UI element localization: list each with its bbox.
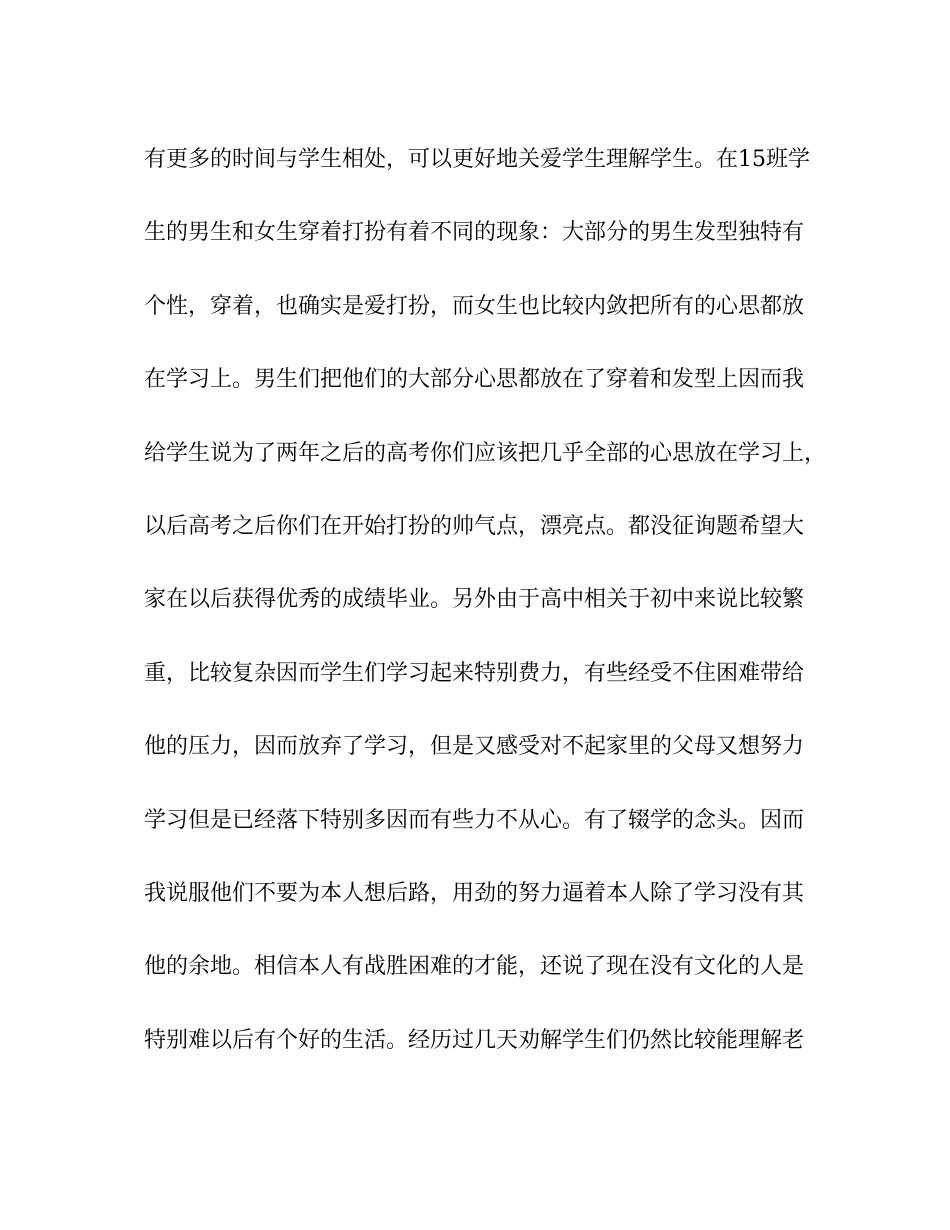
text-line-13: 特别难以后有个好的生活。经历过几天劝解学生们仍然比较能理解老 (144, 1027, 805, 1053)
text-line-2: 生的男生和女生穿着打扮有着不同的现象：大部分的男生发型独特有 (144, 220, 805, 246)
text-line-4: 在学习上。男生们把他们的大部分心思都放在了穿着和发型上因而我 (144, 367, 805, 393)
body-text (144, 140, 827, 1094)
text-line-3: 个性，穿着，也确实是爱打扮，而女生也比较内敛把所有的心思都放 (144, 293, 805, 319)
text-line-9: 他的压力，因而放弃了学习，但是又感受对不起家里的父母又想努力 (144, 734, 805, 760)
text-line-1: 有更多的时间与学生相处，可以更好地关爱学生理解学生。在15班学 (144, 147, 810, 172)
text-line-12: 他的余地。相信本人有战胜困难的才能，还说了现在没有文化的人是 (144, 954, 805, 980)
text-line-5: 给学生说为了两年之后的高考你们应该把几乎全部的心思放在学习上， (144, 440, 827, 466)
text-line-11: 我说服他们不要为本人想后路，用劲的努力逼着本人除了学习没有其 (144, 880, 805, 906)
text-line-8: 重，比较复杂因而学生们学习起来特别费力，有些经受不住困难带给 (144, 660, 805, 686)
text-line-7: 家在以后获得优秀的成绩毕业。另外由于高中相关于初中来说比较繁 (144, 587, 805, 613)
text-line-10: 学习但是已经落下特别多因而有些力不从心。有了辍学的念头。因而 (144, 807, 805, 833)
text-line-6: 以后高考之后你们在开始打扮的帅气点，漂亮点。都没征询题希望大 (144, 513, 805, 539)
